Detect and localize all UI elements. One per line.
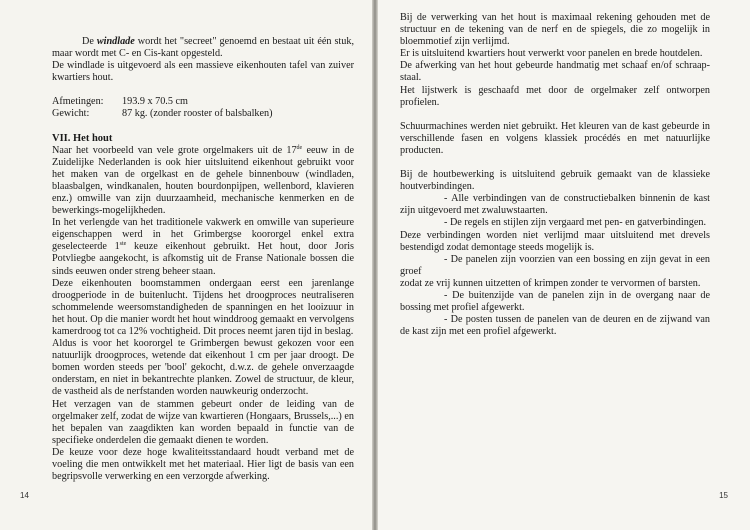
intro-text: wordt het "secreet" genoemd en bestaat uit één stuk, maar wordt met C- en Cis-kant opgesteld.: [52, 36, 354, 60]
paragraph: zodat ze vrij kunnen uitzetten of krimpen zonder te vervormen of barsten.: [400, 277, 701, 289]
paragraph: Aldus is voor het koororgel te Grimbergen bewust gekozen voor een natuurlijk droogproces, wetende dat eikenhout 1 cm per jaar droogt. De bomen worden steeds per 'bool' gekocht, d.w.z. de gehele onverzaagde onderstam, en niet in bekantrechte planken. Zowel de structuur, de kleur, de vastheid als de nerfstanden worden nauwkeurig onderzocht.: [52, 338, 354, 398]
paragraph-text: eeuw in de Zuidelijke Nederlanden is ook hier uitsluitend eikenhout gebruikt voor het maken van de orgelkast en de gehele binnenbouw (windladen, blaasbalgen, windkanalen, houten bourdonpijpen, wellenbord, klavieren enz.) omwille van zijn duurzaamheid, mechanische kenmerken en de bewerkings-mogelijkheden.: [52, 144, 354, 217]
paragraph-text: Naar het voorbeeld van vele grote orgelmakers uit de 17: [52, 144, 297, 156]
list-item: - De posten tussen de panelen van de deuren en de zijwand van de kast zijn met een profiel afgewerkt.: [400, 314, 710, 338]
paragraph: [52, 145, 354, 218]
paragraph: Schuurmachines werden niet gebruikt. Het kleuren van de kast gebeurde in verschillende fasen en volgens klassiek procédés en met natuurlijke producten.: [400, 120, 710, 156]
paragraph: De afwerking van het hout gebeurde handmatig met schaaf en/of schraap-staal.: [400, 60, 710, 84]
paragraph: Het verzagen van de stammen gebeurt onder de leiding van de orgelmaker zelf, zodat de wijze van kwartieren (Hongaars, Brussels,...) en het bepalen van zaagdikten kan worden bepaald in functie van de specifieke onderdelen die gemaakt dienen te worden.: [52, 398, 354, 446]
measurement-row: [52, 96, 354, 108]
weight-value: 87 kg. (zonder rooster of balsbalken): [122, 108, 273, 120]
intro-paragraph: [52, 36, 354, 60]
paragraph: Het lijstwerk is geschaafd met door de orgelmaker zelf ontworpen profielen.: [400, 84, 710, 108]
paragraph: Deze eikenhouten boomstammen ondergaan eerst een jarenlange droogperiode in de buitenlucht. Tijdens het droogproces neutraliseren schommelende weersomstandigheden de spanningen en het looizuur in het hout. Op die manier wordt het hout winddroog gemaakt en vervolgens kamerdroog tot ca 12% vochtigheid. Dit proces neemt jaren tijd in beslag.: [52, 277, 354, 337]
paragraph: De keuze voor deze hoge kwaliteitsstandaard houdt verband met de voeling die men ontwikkelt met het materiaal. Hier ligt de basis van een begripsvolle verwerking en een verzorgde afwerking.: [52, 446, 354, 483]
paragraph: Deze verbindingen worden niet verlijmd maar uitsluitend met drevels bestendigd zodat demontage steeds mogelijk is.: [400, 229, 710, 253]
paragraph: [52, 217, 354, 277]
superscript: ste: [119, 241, 127, 248]
paragraph-text: In het verlengde van het traditionele vakwerk en omwille van superieure eigenschappen werd in het Grimbergse koororgel enkel extra geselecteerde 1: [52, 217, 354, 253]
list-item: - De buitenzijde van de panelen zijn in de overgang naar de bossing met profiel afgewerkt.: [400, 289, 710, 314]
measurement-label: Afmetingen:: [52, 96, 104, 108]
intro-text: De: [82, 36, 97, 47]
section-heading: VII. Het hout: [52, 132, 113, 144]
paragraph: Er is uitsluitend kwartiers hout verwerkt voor panelen en brede houtdelen.: [400, 48, 703, 60]
paragraph: Bij de verwerking van het hout is maximaal rekening gehouden met de structuur en de tekening van de nerf en de spiegels, die zo mogelijk in bloemmotief zijn verlijmd.: [400, 12, 710, 48]
paragraph: Bij de houtbewerking is uitsluitend gebruik gemaakt van de klassieke houtverbindingen.: [400, 169, 710, 193]
intro-paragraph-2: De windlade is uitgevoerd als een massieve eikenhouten tafel van zuiver kwartiers hout.: [52, 60, 354, 84]
list-item: - De regels en stijlen zijn vergaard met pen- en gatverbindingen.: [444, 217, 707, 229]
superscript: de: [296, 144, 303, 151]
weight-row: [52, 108, 354, 120]
list-item: - De panelen zijn voorzien van een bossing en zijn gevat in een groef: [400, 253, 710, 277]
paragraph-text: keuze eikenhout gebruikt. Het hout, door Joris Potvliegbe aangekocht, is afkomstig uit de Franse Nationale bossen die sinds eeuwen onder streng beheer staan.: [52, 241, 355, 277]
left-page: [0, 0, 372, 530]
right-page: [378, 0, 750, 530]
intro-term: windlade: [96, 36, 135, 47]
page-number: 14: [20, 491, 29, 500]
weight-label: Gewicht:: [52, 108, 90, 120]
list-item: - Alle verbindingen van de constructiebalken binnenin de kast zijn uitgevoerd met zwaluwstaarten.: [400, 193, 710, 217]
measurement-value: 193.9 x 70.5 cm: [122, 96, 188, 108]
page-number: 15: [719, 491, 728, 500]
